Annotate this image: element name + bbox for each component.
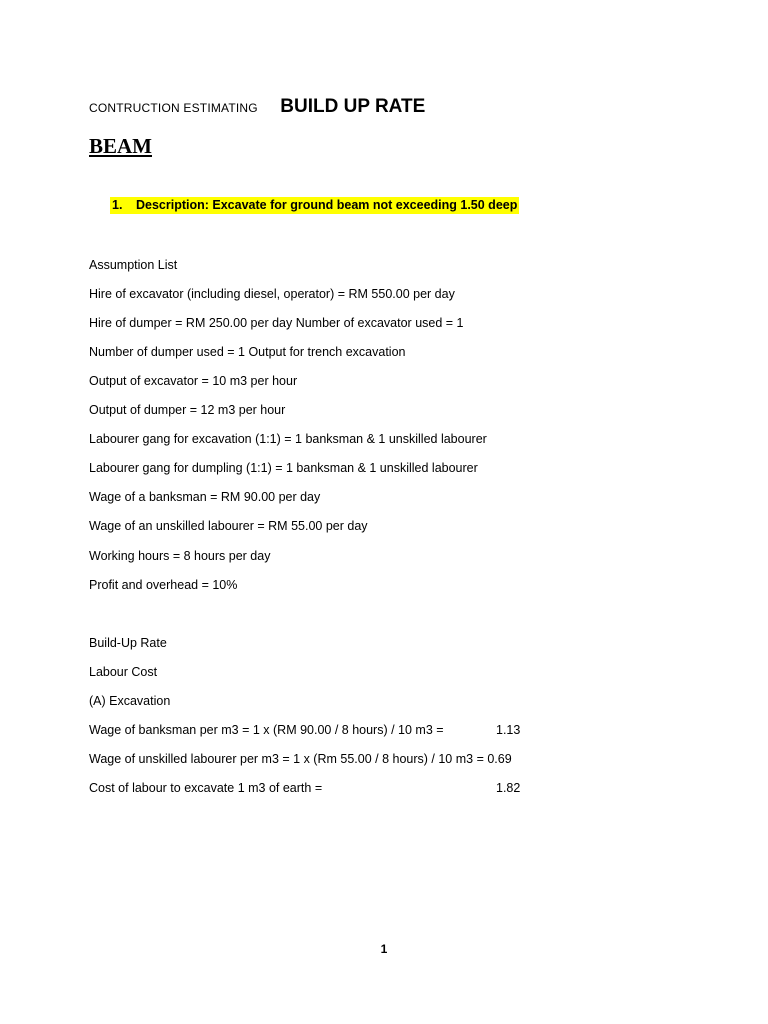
description-item (110, 198, 519, 212)
assumption-item: Output of dumper = 12 m3 per hour (89, 403, 286, 417)
assumption-item: Labourer gang for dumpling (1:1) = 1 banksman & 1 unskilled labourer (89, 461, 478, 475)
buildup-section: (A) Excavation (89, 694, 171, 708)
header-subtitle: CONTRUCTION ESTIMATING (89, 101, 258, 115)
buildup-heading: Build-Up Rate (89, 636, 167, 650)
assumption-item: Hire of dumper = RM 250.00 per day Number of excavator used = 1 (89, 316, 464, 330)
calc-row-label: Cost of labour to excavate 1 m3 of earth = (89, 781, 323, 795)
assumption-item: Hire of excavator (including diesel, operator) = RM 550.00 per day (89, 287, 455, 301)
description-text: Description: Excavate for ground beam not exceeding 1.50 deep (136, 198, 518, 212)
assumption-item: Working hours = 8 hours per day (89, 549, 271, 563)
header-title: BUILD UP RATE (280, 96, 426, 117)
page-number: 1 (380, 942, 388, 956)
calc-row-value: 1.13 (496, 723, 521, 737)
assumption-item: Wage of an unskilled labourer = RM 55.00 per day (89, 519, 368, 533)
assumption-item: Wage of a banksman = RM 90.00 per day (89, 490, 321, 504)
assumption-heading: Assumption List (89, 258, 178, 272)
description-number: 1. (112, 198, 123, 212)
buildup-subheading: Labour Cost (89, 665, 158, 679)
description-highlight (110, 197, 519, 214)
assumption-item: Output of excavator = 10 m3 per hour (89, 374, 298, 388)
calc-row-label: Wage of banksman per m3 = 1 x (RM 90.00 / 8 hours) / 10 m3 = (89, 723, 444, 737)
section-title: BEAM (89, 134, 152, 158)
assumption-item: Profit and overhead = 10% (89, 578, 238, 592)
calc-row-value: 1.82 (496, 781, 521, 795)
assumption-item: Labourer gang for excavation (1:1) = 1 banksman & 1 unskilled labourer (89, 432, 487, 446)
assumption-item: Number of dumper used = 1 Output for trench excavation (89, 345, 406, 359)
document-header (89, 96, 425, 118)
calc-row-label: Wage of unskilled labourer per m3 = 1 x (Rm 55.00 / 8 hours) / 10 m3 = 0.69 (89, 752, 512, 766)
